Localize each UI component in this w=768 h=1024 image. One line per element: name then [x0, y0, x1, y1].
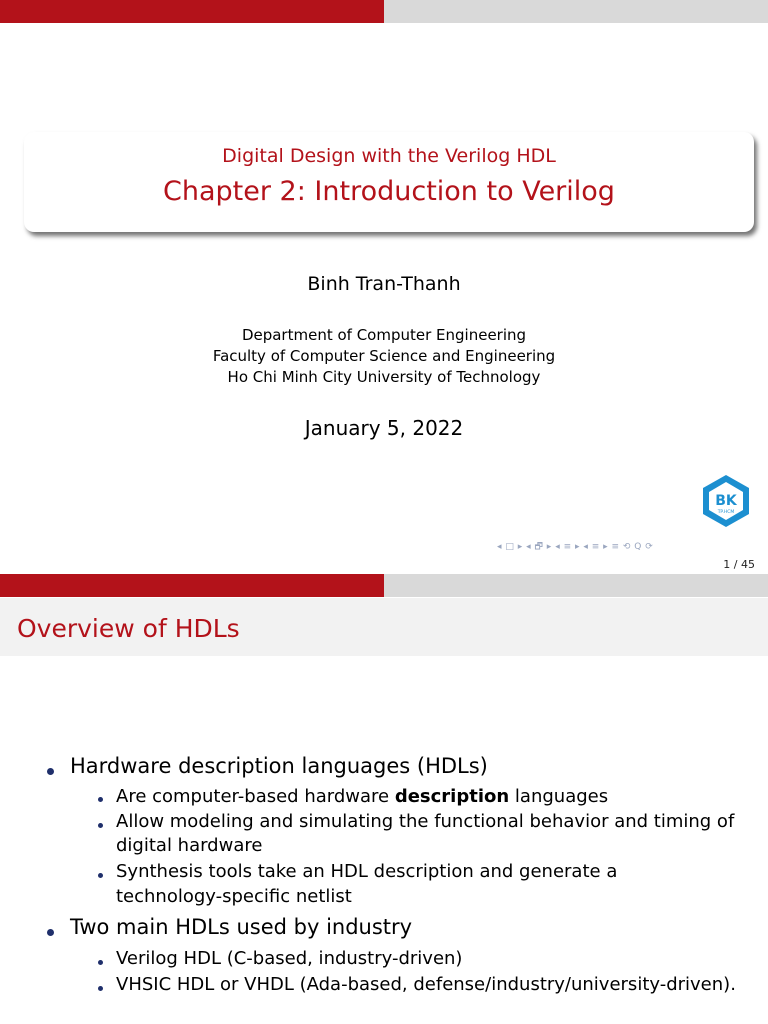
sub-list-item: Verilog HDL (C-based, industry-driven)	[116, 948, 463, 969]
institution-block	[0, 325, 768, 388]
page-number: 1 / 45	[723, 558, 755, 571]
sub-list-item: VHSIC HDL or VHDL (Ada-based, defense/industry/university-driven).	[116, 974, 736, 995]
header-bar	[0, 0, 768, 23]
sub-bullet-marker	[98, 797, 103, 802]
presentation-date: January 5, 2022	[304, 416, 464, 440]
item-text: languages	[509, 786, 609, 807]
sub-list-item	[116, 786, 608, 807]
header-bar-gray	[384, 0, 768, 23]
item-emphasis: description	[394, 786, 510, 807]
presentation-subtitle: Digital Design with the Verilog HDL	[222, 145, 556, 167]
header-bar-gray	[384, 574, 768, 597]
list-item: Two main HDLs used by industry	[70, 915, 413, 939]
logo-subtext: TP.HCM	[717, 510, 735, 515]
institution-line: Ho Chi Minh City University of Technology	[227, 368, 541, 386]
bullet-marker	[47, 929, 54, 936]
sub-list-item: Allow modeling and simulating the functional behavior and timing of	[116, 811, 735, 832]
bullet-marker	[47, 768, 54, 775]
institution-line: Department of Computer Engineering	[241, 326, 527, 344]
content-slide	[0, 574, 768, 1024]
sub-bullet-marker	[98, 823, 103, 828]
header-bar-red	[0, 574, 384, 597]
institution-line: Faculty of Computer Science and Engineering	[212, 347, 556, 365]
header-bar	[0, 574, 768, 597]
header-bar-red	[0, 0, 384, 23]
frame-title: Overview of HDLs	[17, 614, 240, 643]
logo-text: BK	[715, 493, 737, 509]
beamer-navigation-icons[interactable]: ◂ □ ▸ ◂ 🗗 ▸ ◂ ≡ ▸ ◂ ≡ ▸ ≡ ⟲ Q ⟳	[497, 542, 654, 552]
list-item: Hardware description languages (HDLs)	[70, 754, 488, 778]
sub-list-item-continuation: technology-specific netlist	[116, 886, 352, 907]
university-logo	[699, 474, 753, 528]
presentation-title: Chapter 2: Introduction to Verilog	[163, 176, 615, 207]
sub-list-item-continuation: digital hardware	[116, 835, 263, 856]
sub-list-item: Synthesis tools take an HDL description and generate a	[116, 861, 618, 882]
sub-bullet-marker	[98, 986, 103, 991]
sub-bullet-marker	[98, 873, 103, 878]
title-box	[24, 132, 754, 232]
author-name: Binh Tran-Thanh	[307, 273, 461, 295]
item-text: Are computer-based hardware	[116, 786, 395, 807]
sub-bullet-marker	[98, 960, 103, 965]
